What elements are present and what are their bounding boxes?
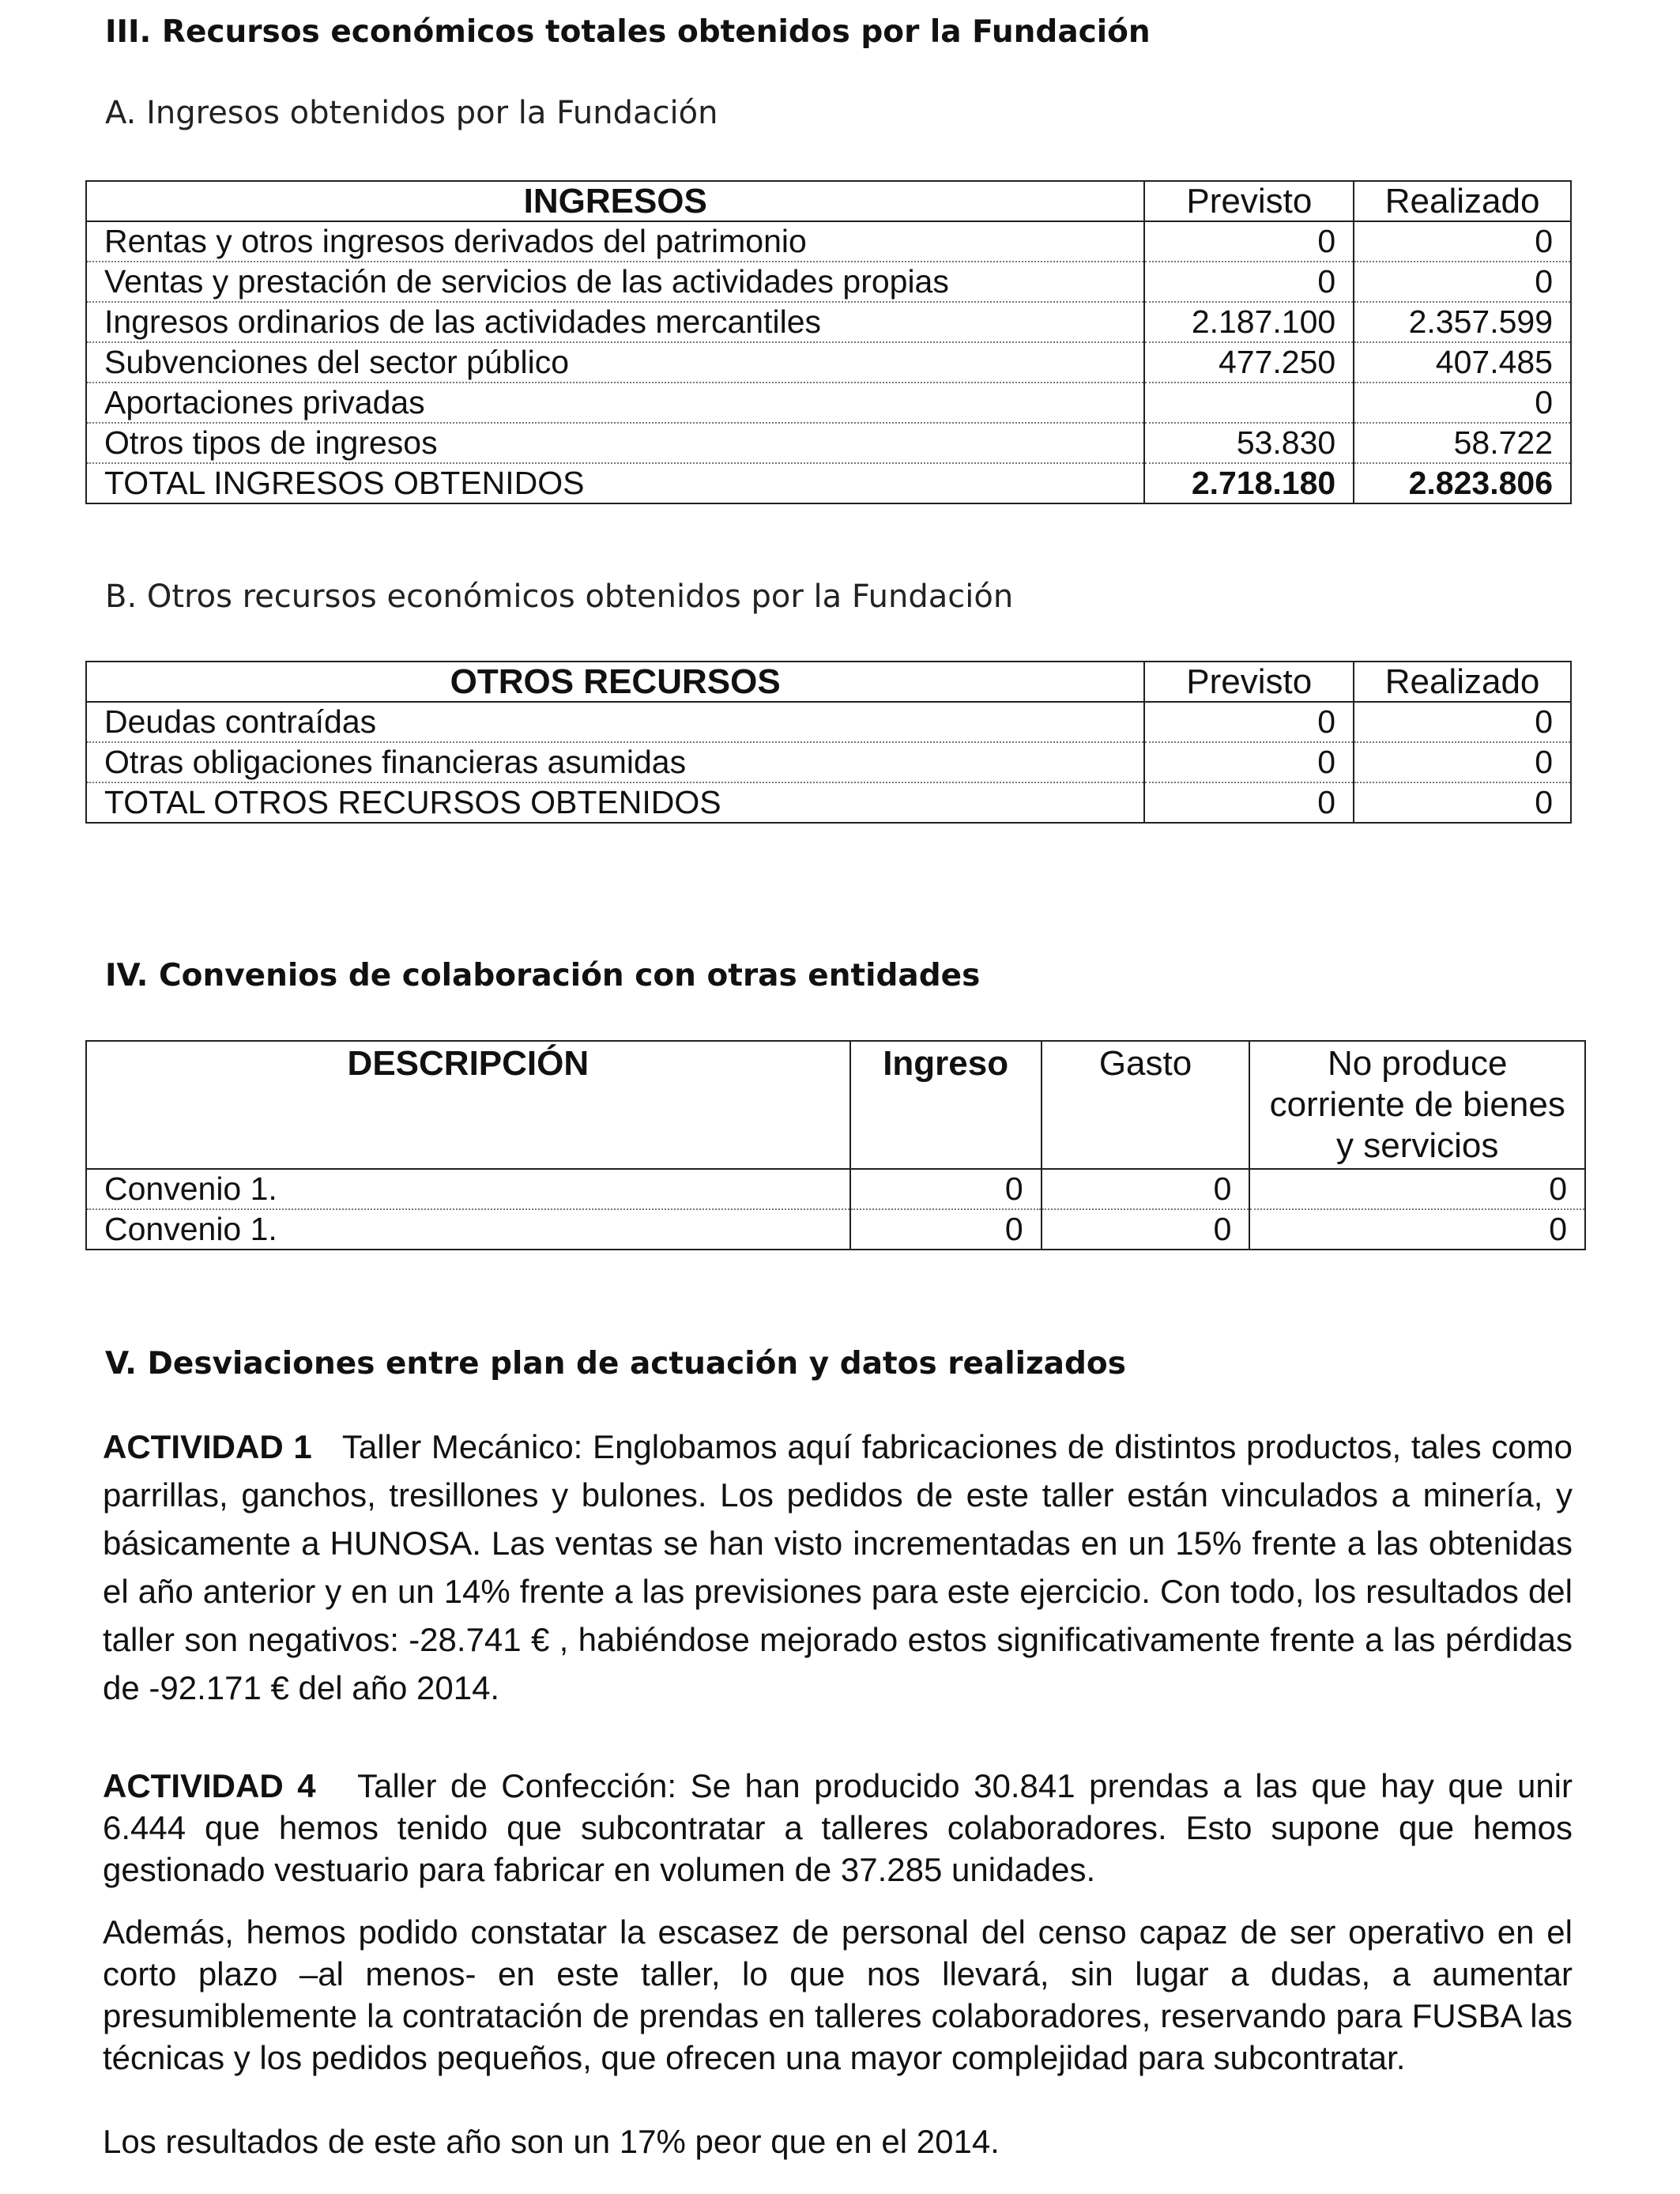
actividad-4-text: Taller de Confección: Se han producido 30.841 prendas a las que hay que unir 6.444 que hemos tenido que subcontratar a talleres colaboradores. Esto supone que hemos gestionado vestuario para fabricar en volumen de 37.285 unidades. (103, 1767, 1573, 1888)
total-label: TOTAL INGRESOS OBTENIDOS (86, 463, 1144, 503)
ingresos-table (85, 180, 1572, 504)
ingresos-header-row (86, 181, 1571, 221)
otros-total-row (86, 782, 1571, 823)
ingresos-header-realizado: Realizado (1354, 181, 1571, 221)
row-label: Convenio 1. (86, 1169, 850, 1209)
row-label: Convenio 1. (86, 1209, 850, 1250)
table-row (86, 302, 1571, 342)
row-gasto: 0 (1042, 1209, 1250, 1250)
row-label: Otros tipos de ingresos (86, 423, 1144, 463)
row-ingreso: 0 (850, 1209, 1042, 1250)
otros-recursos-table (85, 661, 1572, 824)
actividad-1-paragraph (103, 1423, 1573, 1712)
ingresos-header-concepto: INGRESOS (86, 181, 1144, 221)
otros-header-row (86, 662, 1571, 702)
otros-header-previsto: Previsto (1144, 662, 1354, 702)
section-v-title: V. Desviaciones entre plan de actuación y datos realizados (105, 1346, 1126, 1382)
row-realizado: 2.357.599 (1354, 302, 1571, 342)
row-previsto: 0 (1144, 742, 1354, 782)
row-realizado: 58.722 (1354, 423, 1571, 463)
total-realizado: 2.823.806 (1354, 463, 1571, 503)
table-row (86, 342, 1571, 383)
total-label: TOTAL OTROS RECURSOS OBTENIDOS (86, 782, 1144, 823)
row-realizado: 0 (1354, 702, 1571, 742)
table-row (86, 702, 1571, 742)
escasez-paragraph: Además, hemos podido constatar la escasez de personal del censo capaz de ser operativo en el corto plazo –al menos- en este taller, lo que nos llevará, sin lugar a dudas, a aumentar presumiblemente la contratación de prendas en talleres colaboradores, reservando para FUSBA las técnicas y los pedidos pequeños, que ofrecen una mayor complejidad para subcontratar. (103, 1913, 1573, 2076)
row-previsto: 2.187.100 (1144, 302, 1354, 342)
ingresos-header-previsto: Previsto (1144, 181, 1354, 221)
convenios-header-gasto: Gasto (1042, 1041, 1250, 1169)
row-label: Otras obligaciones financieras asumidas (86, 742, 1144, 782)
row-realizado: 0 (1354, 262, 1571, 302)
convenios-header-descripcion: DESCRIPCIÓN (86, 1041, 850, 1169)
convenios-header-no-produce: No produce corriente de bienes y servicios (1249, 1041, 1585, 1169)
row-ingreso: 0 (850, 1169, 1042, 1209)
actividad-1-text: Taller Mecánico: Englobamos aquí fabricaciones de distintos productos, tales como parrillas, ganchos, tresillones y bulones. Los pedidos de este taller están vinculados a minería, y básicamente a HUNOSA. Las ventas se han visto incrementadas en un 15% frente a las obtenidas el año anterior y en un 14% frente a las previsiones para este ejercicio. Con todo, los resultados del taller son negativos: -28.741 € , habiéndose mejorado estos significativamente frente a las pérdidas de -92.171 € del año 2014. (103, 1428, 1573, 1706)
convenios-header-ingreso: Ingreso (850, 1041, 1042, 1169)
row-no-produce: 0 (1249, 1169, 1585, 1209)
row-realizado: 0 (1354, 742, 1571, 782)
table-row (86, 1209, 1585, 1250)
row-realizado: 0 (1354, 221, 1571, 262)
ingresos-total-row (86, 463, 1571, 503)
table-row (86, 742, 1571, 782)
actividad-4-paragraph (103, 1765, 1573, 1891)
row-label: Aportaciones privadas (86, 383, 1144, 423)
row-previsto: 0 (1144, 221, 1354, 262)
row-label: Deudas contraídas (86, 702, 1144, 742)
total-previsto: 0 (1144, 782, 1354, 823)
row-previsto: 0 (1144, 702, 1354, 742)
convenios-table (85, 1040, 1586, 1250)
otros-header-concepto: OTROS RECURSOS (86, 662, 1144, 702)
row-gasto: 0 (1042, 1169, 1250, 1209)
table-row (86, 1169, 1585, 1209)
convenios-header-row (86, 1041, 1585, 1169)
row-label: Ventas y prestación de servicios de las actividades propias (86, 262, 1144, 302)
resultados-paragraph: Los resultados de este año son un 17% peor que en el 2014. (103, 2123, 1000, 2160)
section-iii-b-title: B. Otros recursos económicos obtenidos por la Fundación (105, 579, 1014, 615)
row-previsto: 53.830 (1144, 423, 1354, 463)
row-realizado: 407.485 (1354, 342, 1571, 383)
table-row (86, 383, 1571, 423)
row-previsto: 477.250 (1144, 342, 1354, 383)
otros-header-realizado: Realizado (1354, 662, 1571, 702)
row-label: Ingresos ordinarios de las actividades mercantiles (86, 302, 1144, 342)
total-previsto: 2.718.180 (1144, 463, 1354, 503)
row-no-produce: 0 (1249, 1209, 1585, 1250)
row-previsto (1144, 383, 1354, 423)
section-iv-title: IV. Convenios de colaboración con otras entidades (105, 958, 981, 993)
actividad-4-label: ACTIVIDAD 4 (103, 1767, 316, 1804)
table-row (86, 423, 1571, 463)
row-realizado: 0 (1354, 383, 1571, 423)
total-realizado: 0 (1354, 782, 1571, 823)
table-row (86, 221, 1571, 262)
row-label: Rentas y otros ingresos derivados del patrimonio (86, 221, 1144, 262)
section-iii-a-title: A. Ingresos obtenidos por la Fundación (105, 95, 718, 131)
row-previsto: 0 (1144, 262, 1354, 302)
section-iii-title: III. Recursos económicos totales obtenidos por la Fundación (105, 14, 1151, 50)
table-row (86, 262, 1571, 302)
actividad-1-label: ACTIVIDAD 1 (103, 1428, 312, 1465)
row-label: Subvenciones del sector público (86, 342, 1144, 383)
